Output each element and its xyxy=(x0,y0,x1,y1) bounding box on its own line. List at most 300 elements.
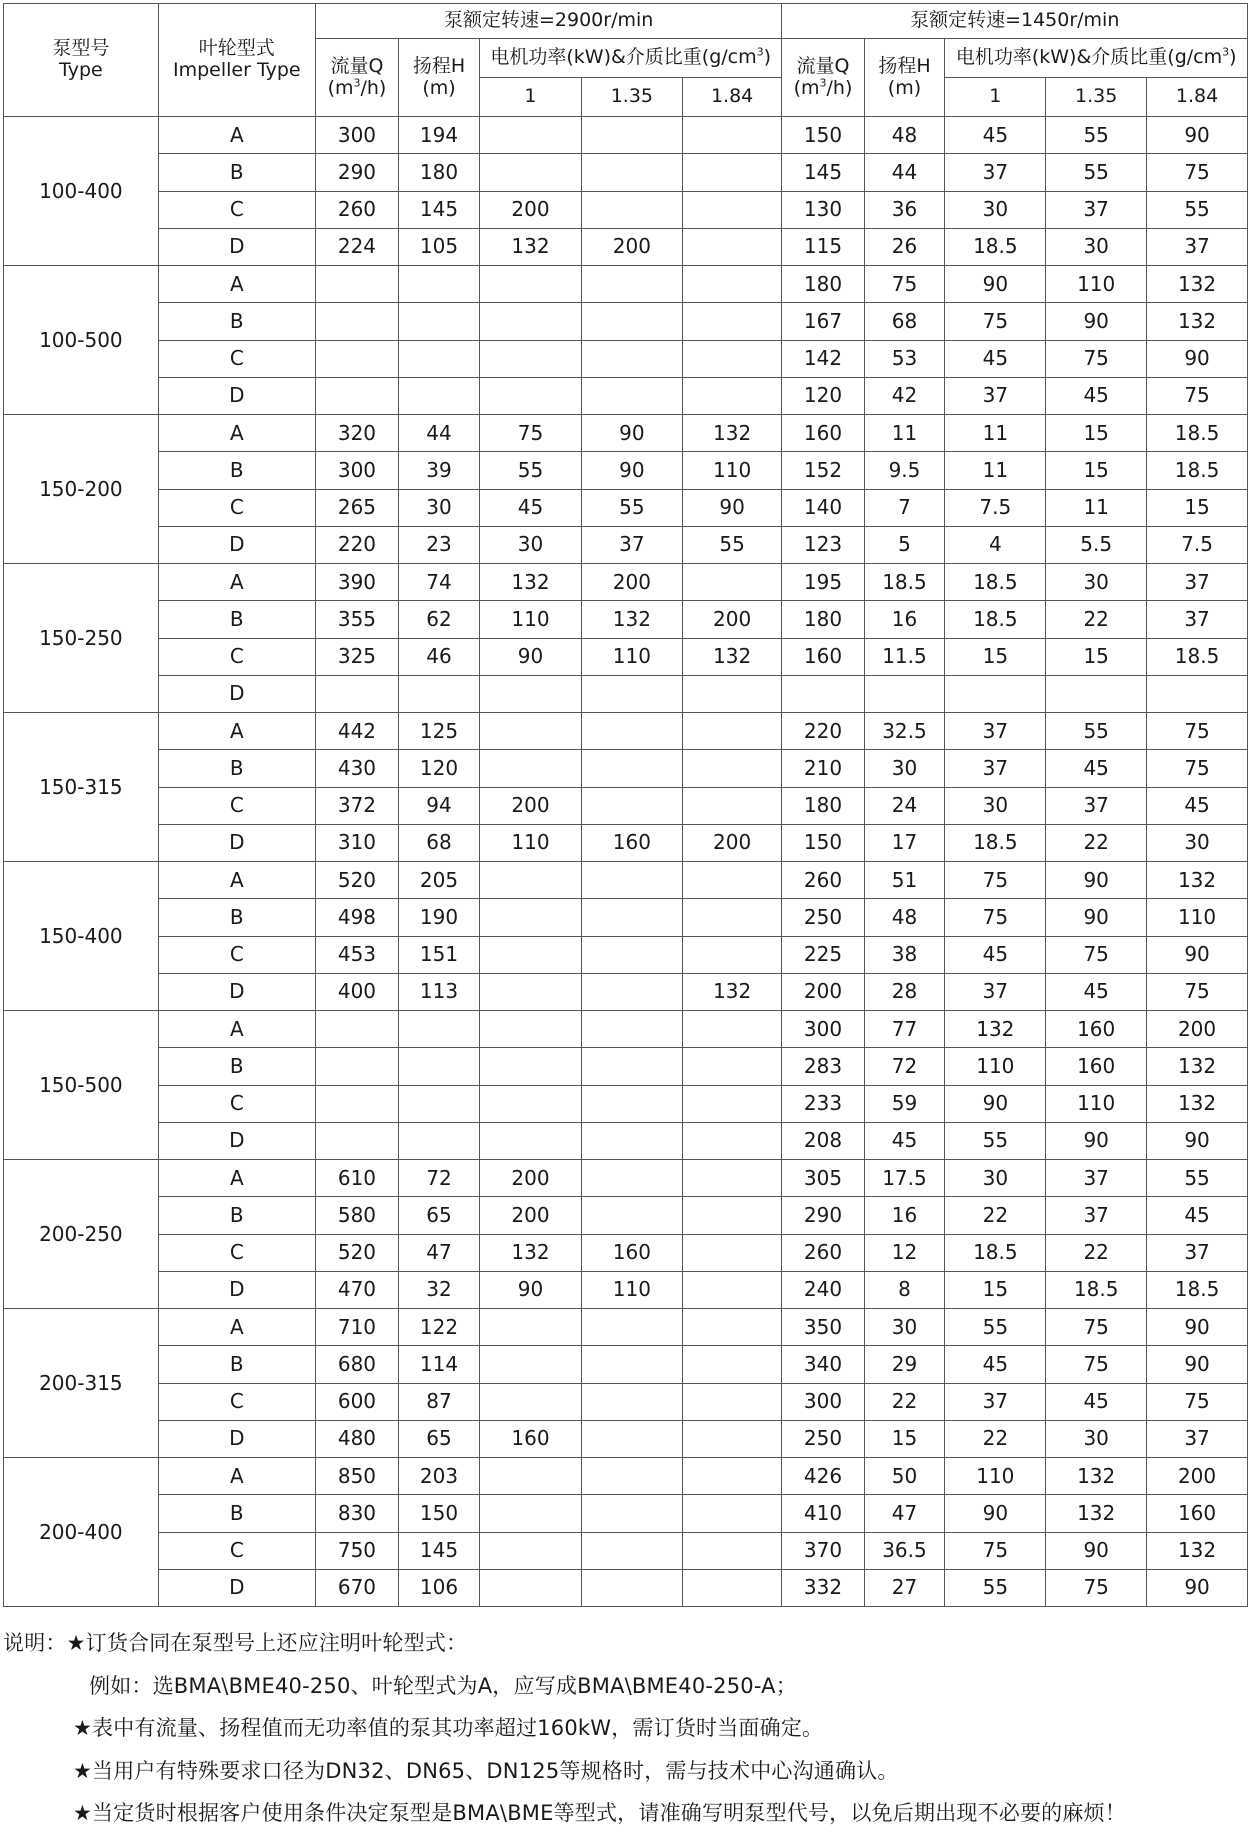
head-2900-cell: 114 xyxy=(399,1346,480,1383)
sg-header: 1.35 xyxy=(581,78,682,117)
table-row xyxy=(4,377,1248,414)
flow-2900-cell: 224 xyxy=(315,228,398,265)
power-1450-cell: 75 xyxy=(945,899,1046,936)
power-1450-cell: 132 xyxy=(1147,1532,1248,1569)
power-1450-cell: 18.5 xyxy=(945,1234,1046,1271)
impeller-cell: D xyxy=(158,228,315,265)
head-2900-cell xyxy=(399,1085,480,1122)
power-2900-cell: 132 xyxy=(479,228,581,265)
power-1450-cell: 37 xyxy=(945,1383,1046,1420)
head-1450-cell: 36.5 xyxy=(864,1532,945,1569)
power-2900-cell xyxy=(479,154,581,191)
power-1450-cell: 90 xyxy=(1147,340,1248,377)
head-1450-cell: 68 xyxy=(864,303,945,340)
power-2900-cell xyxy=(682,340,782,377)
flow-1450-cell xyxy=(782,675,864,712)
power-1450-cell: 15 xyxy=(1046,638,1147,675)
power-2900-cell xyxy=(682,713,782,750)
table-row xyxy=(4,1160,1248,1197)
table-row xyxy=(4,899,1248,936)
power-1450-cell: 132 xyxy=(1147,862,1248,899)
head-2900-cell: 87 xyxy=(399,1383,480,1420)
power-2900-cell: 132 xyxy=(682,973,782,1010)
sg-header: 1.84 xyxy=(682,78,782,117)
power-2900-cell: 132 xyxy=(581,601,682,638)
table-row xyxy=(4,526,1248,563)
flow-2900-cell: 320 xyxy=(315,415,398,452)
power-2900-cell xyxy=(479,899,581,936)
power-2900-cell: 132 xyxy=(682,415,782,452)
table-header xyxy=(4,4,1248,117)
flow-2900-cell: 580 xyxy=(315,1197,398,1234)
power-2900-cell: 30 xyxy=(479,526,581,563)
head-2900-cell: 44 xyxy=(399,415,480,452)
impeller-cell: A xyxy=(158,564,315,601)
table-row xyxy=(4,1346,1248,1383)
power-2900-cell xyxy=(479,675,581,712)
note-line: ★表中有流量、扬程值而无功率值的泵其功率超过160kW，需订货时当面确定。 xyxy=(73,1716,824,1740)
power-2900-cell xyxy=(581,154,682,191)
power-2900-cell: 200 xyxy=(581,228,682,265)
table-row xyxy=(4,564,1248,601)
power-2900-cell xyxy=(581,1122,682,1159)
head-1450-cell: 59 xyxy=(864,1085,945,1122)
power-1450-cell: 18.5 xyxy=(1147,638,1248,675)
power-2900-cell xyxy=(581,1495,682,1532)
impeller-header xyxy=(158,4,315,117)
power-2900-cell: 200 xyxy=(479,191,581,228)
power-2900-cell xyxy=(581,1011,682,1048)
head-2900-cell xyxy=(399,303,480,340)
impeller-cell: A xyxy=(158,1160,315,1197)
head-1450-cell: 15 xyxy=(864,1420,945,1457)
flow-1450-cell: 300 xyxy=(782,1011,864,1048)
power-2900-cell xyxy=(581,1383,682,1420)
power-1450-cell: 90 xyxy=(1046,1122,1147,1159)
flow-header-label: 流量Q xyxy=(796,54,850,77)
power-1450-cell: 7.5 xyxy=(945,489,1046,526)
power-2900-cell xyxy=(682,1532,782,1569)
power-2900-cell xyxy=(581,340,682,377)
power-1450-cell: 11 xyxy=(945,415,1046,452)
sg-header: 1 xyxy=(479,78,581,117)
power-1450-cell: 45 xyxy=(945,340,1046,377)
power-2900-cell xyxy=(581,303,682,340)
power-1450-cell: 22 xyxy=(945,1197,1046,1234)
impeller-cell: C xyxy=(158,1532,315,1569)
power-2900-cell xyxy=(479,936,581,973)
power-2900-cell xyxy=(479,340,581,377)
power-1450-cell: 75 xyxy=(1046,936,1147,973)
head-2900-cell xyxy=(399,377,480,414)
head-2900-cell xyxy=(399,1122,480,1159)
impeller-cell: D xyxy=(158,973,315,1010)
power-1450-cell: 4 xyxy=(945,526,1046,563)
head-1450-cell: 11 xyxy=(864,415,945,452)
power-1450-cell: 5.5 xyxy=(1046,526,1147,563)
impeller-cell: C xyxy=(158,191,315,228)
power-1450-cell: 22 xyxy=(1046,824,1147,861)
power-1450-cell: 132 xyxy=(1147,1085,1248,1122)
power-2900-cell xyxy=(682,1383,782,1420)
power-1450-cell: 55 xyxy=(1046,154,1147,191)
table-row xyxy=(4,601,1248,638)
flow-2900-cell: 670 xyxy=(315,1569,398,1606)
power-1450-cell: 30 xyxy=(1046,564,1147,601)
impeller-cell: D xyxy=(158,675,315,712)
power-2900-cell xyxy=(682,899,782,936)
impeller-cell: C xyxy=(158,1234,315,1271)
power-2900-cell xyxy=(682,1234,782,1271)
power-2900-cell xyxy=(479,1346,581,1383)
head-1450-cell: 7 xyxy=(864,489,945,526)
flow-2900-cell: 600 xyxy=(315,1383,398,1420)
power-2900-cell xyxy=(581,787,682,824)
power-1450-cell: 75 xyxy=(945,1532,1046,1569)
power-1450-cell: 45 xyxy=(945,936,1046,973)
power-1450-cell: 132 xyxy=(1147,303,1248,340)
head-1450-cell: 32.5 xyxy=(864,713,945,750)
table-row xyxy=(4,1383,1248,1420)
flow-1450-cell: 233 xyxy=(782,1085,864,1122)
pump-type-cell: 100-500 xyxy=(4,266,159,415)
head-unit-label: (m) xyxy=(422,76,456,99)
flow-1450-cell: 240 xyxy=(782,1271,864,1308)
power-2900-cell xyxy=(682,1420,782,1457)
flow-1450-cell: 195 xyxy=(782,564,864,601)
power-1450-cell: 15 xyxy=(945,638,1046,675)
note-line: ★当定货时根据客户使用条件决定泵型是BMA\BME等型式，请准确写明泵型代号，以免后期出现不必要的麻烦！ xyxy=(73,1801,1126,1825)
head-1450-cell: 27 xyxy=(864,1569,945,1606)
flow-1450-cell: 283 xyxy=(782,1048,864,1085)
power-1450-cell: 18.5 xyxy=(945,228,1046,265)
head-2900-cell: 190 xyxy=(399,899,480,936)
flow-1450-cell: 130 xyxy=(782,191,864,228)
power-1450-cell: 15 xyxy=(1046,452,1147,489)
power-1450-cell: 15 xyxy=(945,1271,1046,1308)
power-2900-cell xyxy=(479,1532,581,1569)
head-1450-cell: 72 xyxy=(864,1048,945,1085)
flow-1450-cell: 300 xyxy=(782,1383,864,1420)
power-1450-cell: 37 xyxy=(945,750,1046,787)
pump-type-cell: 150-250 xyxy=(4,564,159,713)
power-1450-cell: 132 xyxy=(1046,1458,1147,1495)
power-1450-cell: 75 xyxy=(1046,340,1147,377)
power-2900-cell xyxy=(581,191,682,228)
table-row xyxy=(4,1420,1248,1457)
power-2900-cell xyxy=(682,675,782,712)
head-1450-cell: 45 xyxy=(864,1122,945,1159)
flow-2900-cell: 498 xyxy=(315,899,398,936)
power-2900-cell xyxy=(581,1160,682,1197)
power-2900-cell xyxy=(581,377,682,414)
flow-1450-cell: 426 xyxy=(782,1458,864,1495)
table-row xyxy=(4,862,1248,899)
head-1450-cell: 18.5 xyxy=(864,564,945,601)
impeller-cell: B xyxy=(158,452,315,489)
type-header-en: Type xyxy=(59,59,103,81)
flow-unit-label: $(m^3/h)$ xyxy=(327,76,387,99)
power-1450-cell: 45 xyxy=(1046,750,1147,787)
flow-2900-cell: 610 xyxy=(315,1160,398,1197)
power-1450-cell: 75 xyxy=(1147,1383,1248,1420)
head-1450-cell: 22 xyxy=(864,1383,945,1420)
impeller-cell: C xyxy=(158,638,315,675)
power-2900-cell xyxy=(682,228,782,265)
flow-1450-cell: 220 xyxy=(782,713,864,750)
power-1450-cell: 75 xyxy=(1147,154,1248,191)
table-row xyxy=(4,452,1248,489)
flow-2900-cell xyxy=(315,303,398,340)
power-1450-cell: 37 xyxy=(1046,1197,1147,1234)
head-1450-cell: 16 xyxy=(864,601,945,638)
power-2900-cell xyxy=(479,1011,581,1048)
power-1450-cell: 22 xyxy=(945,1420,1046,1457)
power-1450-cell: 55 xyxy=(945,1569,1046,1606)
pump-spec-table xyxy=(3,3,1248,1607)
impeller-cell: B xyxy=(158,1346,315,1383)
head-2900-cell: 180 xyxy=(399,154,480,191)
power-2900-cell xyxy=(479,973,581,1010)
head-1450-cell: 29 xyxy=(864,1346,945,1383)
power-2900-cell xyxy=(682,117,782,154)
head-header-2900 xyxy=(399,39,480,117)
impeller-cell: D xyxy=(158,377,315,414)
flow-2900-cell: 830 xyxy=(315,1495,398,1532)
flow-1450-cell: 332 xyxy=(782,1569,864,1606)
power-2900-cell xyxy=(682,303,782,340)
head-1450-cell: 50 xyxy=(864,1458,945,1495)
head-1450-cell: 47 xyxy=(864,1495,945,1532)
table-row xyxy=(4,1495,1248,1532)
flow-1450-cell: 250 xyxy=(782,1420,864,1457)
power-1450-cell: 90 xyxy=(1147,1346,1248,1383)
power-2900-cell: 132 xyxy=(479,1234,581,1271)
impeller-cell: D xyxy=(158,1420,315,1457)
power-header-1450: 电机功率(kW)&介质比重$(g/cm^3)$ xyxy=(945,39,1248,78)
table-row xyxy=(4,1309,1248,1346)
flow-2900-cell: 480 xyxy=(315,1420,398,1457)
power-2900-cell: 45 xyxy=(479,489,581,526)
flow-1450-cell: 340 xyxy=(782,1346,864,1383)
power-1450-cell: 37 xyxy=(1147,564,1248,601)
power-2900-cell xyxy=(682,1495,782,1532)
flow-1450-cell: 305 xyxy=(782,1160,864,1197)
flow-1450-cell: 142 xyxy=(782,340,864,377)
head-header-1450 xyxy=(864,39,945,117)
impeller-cell: C xyxy=(158,936,315,973)
table-row xyxy=(4,154,1248,191)
head-2900-cell: 65 xyxy=(399,1197,480,1234)
head-2900-cell: 46 xyxy=(399,638,480,675)
flow-1450-cell: 140 xyxy=(782,489,864,526)
power-2900-cell xyxy=(581,266,682,303)
flow-2900-cell: 265 xyxy=(315,489,398,526)
power-1450-cell: 110 xyxy=(1046,266,1147,303)
flow-1450-cell: 152 xyxy=(782,452,864,489)
power-1450-cell: 45 xyxy=(945,1346,1046,1383)
speed-2900-header: 泵额定转速=2900r/min xyxy=(315,4,782,39)
power-1450-cell: 132 xyxy=(1046,1495,1147,1532)
table-row xyxy=(4,936,1248,973)
head-1450-cell: 11.5 xyxy=(864,638,945,675)
power-1450-cell: 45 xyxy=(1147,1197,1248,1234)
head-2900-cell: 32 xyxy=(399,1271,480,1308)
power-1450-cell: 75 xyxy=(1147,713,1248,750)
power-1450-cell: 90 xyxy=(1046,899,1147,936)
pump-type-cell: 150-200 xyxy=(4,415,159,564)
flow-header-2900 xyxy=(315,39,398,117)
flow-2900-cell xyxy=(315,266,398,303)
power-2900-cell xyxy=(581,713,682,750)
power-2900-cell: 37 xyxy=(581,526,682,563)
flow-2900-cell: 400 xyxy=(315,973,398,1010)
impeller-cell: C xyxy=(158,489,315,526)
power-1450-cell: 37 xyxy=(1046,1160,1147,1197)
impeller-cell: C xyxy=(158,340,315,377)
table-row xyxy=(4,1197,1248,1234)
impeller-cell: D xyxy=(158,1122,315,1159)
flow-2900-cell: 290 xyxy=(315,154,398,191)
head-2900-cell: 106 xyxy=(399,1569,480,1606)
power-1450-cell: 132 xyxy=(945,1011,1046,1048)
table-row xyxy=(4,1048,1248,1085)
power-2900-cell xyxy=(581,862,682,899)
head-1450-cell: 36 xyxy=(864,191,945,228)
flow-1450-cell: 160 xyxy=(782,415,864,452)
power-1450-cell xyxy=(1147,675,1248,712)
impeller-cell: B xyxy=(158,1048,315,1085)
power-1450-cell: 160 xyxy=(1046,1011,1147,1048)
head-1450-cell: 5 xyxy=(864,526,945,563)
head-1450-cell: 28 xyxy=(864,973,945,1010)
power-1450-cell: 15 xyxy=(1147,489,1248,526)
flow-2900-cell: 442 xyxy=(315,713,398,750)
head-1450-cell: 9.5 xyxy=(864,452,945,489)
power-2900-cell: 55 xyxy=(581,489,682,526)
table-row xyxy=(4,303,1248,340)
power-2900-cell xyxy=(682,191,782,228)
flow-2900-cell: 710 xyxy=(315,1309,398,1346)
power-1450-cell: 37 xyxy=(1046,191,1147,228)
head-2900-cell: 47 xyxy=(399,1234,480,1271)
power-1450-cell: 22 xyxy=(1046,601,1147,638)
flow-2900-cell: 470 xyxy=(315,1271,398,1308)
flow-2900-cell: 453 xyxy=(315,936,398,973)
flow-1450-cell: 290 xyxy=(782,1197,864,1234)
power-2900-cell xyxy=(682,564,782,601)
power-1450-cell: 45 xyxy=(1046,973,1147,1010)
power-1450-cell: 90 xyxy=(1147,1569,1248,1606)
power-1450-cell: 90 xyxy=(945,1085,1046,1122)
impeller-cell: A xyxy=(158,1309,315,1346)
power-2900-cell xyxy=(581,1085,682,1122)
table-row xyxy=(4,1569,1248,1606)
impeller-cell: B xyxy=(158,1197,315,1234)
head-2900-cell: 120 xyxy=(399,750,480,787)
power-2900-cell xyxy=(682,1271,782,1308)
power-2900-cell xyxy=(479,1122,581,1159)
power-2900-cell xyxy=(581,675,682,712)
head-2900-cell: 194 xyxy=(399,117,480,154)
power-1450-cell: 110 xyxy=(1046,1085,1147,1122)
power-1450-cell: 110 xyxy=(945,1458,1046,1495)
power-2900-cell xyxy=(682,936,782,973)
table-row xyxy=(4,1122,1248,1159)
head-1450-cell: 42 xyxy=(864,377,945,414)
power-2900-cell: 200 xyxy=(682,824,782,861)
flow-2900-cell: 260 xyxy=(315,191,398,228)
power-2900-cell xyxy=(682,1197,782,1234)
power-1450-cell: 37 xyxy=(1147,1420,1248,1457)
power-2900-cell: 75 xyxy=(479,415,581,452)
power-2900-cell: 200 xyxy=(479,787,581,824)
power-1450-cell: 45 xyxy=(1046,1383,1147,1420)
power-2900-cell: 90 xyxy=(479,638,581,675)
flow-1450-cell: 167 xyxy=(782,303,864,340)
impeller-cell: B xyxy=(158,601,315,638)
head-2900-cell: 105 xyxy=(399,228,480,265)
table-row xyxy=(4,340,1248,377)
power-1450-cell: 30 xyxy=(1046,1420,1147,1457)
head-2900-cell: 113 xyxy=(399,973,480,1010)
flow-1450-cell: 260 xyxy=(782,1234,864,1271)
impeller-cell: A xyxy=(158,1011,315,1048)
power-1450-cell: 30 xyxy=(945,1160,1046,1197)
power-2900-cell xyxy=(581,1532,682,1569)
power-2900-cell: 132 xyxy=(682,638,782,675)
flow-1450-cell: 115 xyxy=(782,228,864,265)
flow-2900-cell: 520 xyxy=(315,862,398,899)
head-1450-cell: 77 xyxy=(864,1011,945,1048)
sg-header: 1.84 xyxy=(1147,78,1248,117)
table-row xyxy=(4,1271,1248,1308)
head-1450-cell: 38 xyxy=(864,936,945,973)
power-2900-cell: 110 xyxy=(581,638,682,675)
power-2900-cell xyxy=(581,1309,682,1346)
power-2900-cell xyxy=(581,750,682,787)
impeller-cell: B xyxy=(158,1495,315,1532)
power-1450-cell: 90 xyxy=(1046,303,1147,340)
power-1450-cell: 18.5 xyxy=(1147,1271,1248,1308)
head-2900-cell: 68 xyxy=(399,824,480,861)
power-2900-cell: 90 xyxy=(479,1271,581,1308)
impeller-cell: D xyxy=(158,1569,315,1606)
flow-2900-cell: 430 xyxy=(315,750,398,787)
power-1450-cell: 132 xyxy=(1147,1048,1248,1085)
table-row xyxy=(4,489,1248,526)
table-row xyxy=(4,228,1248,265)
power-2900-cell xyxy=(479,1458,581,1495)
power-1450-cell: 90 xyxy=(1046,862,1147,899)
head-2900-cell: 39 xyxy=(399,452,480,489)
power-2900-cell: 160 xyxy=(581,1234,682,1271)
power-2900-cell xyxy=(682,1085,782,1122)
flow-1450-cell: 208 xyxy=(782,1122,864,1159)
head-2900-cell xyxy=(399,266,480,303)
table-row xyxy=(4,1234,1248,1271)
power-2900-cell xyxy=(682,1309,782,1346)
flow-2900-cell xyxy=(315,340,398,377)
head-2900-cell: 65 xyxy=(399,1420,480,1457)
power-2900-cell xyxy=(581,899,682,936)
head-2900-cell xyxy=(399,675,480,712)
impeller-header-cn: 叶轮型式 xyxy=(198,37,275,60)
flow-2900-cell xyxy=(315,1122,398,1159)
power-2900-cell xyxy=(682,1458,782,1495)
pump-type-cell: 150-315 xyxy=(4,713,159,862)
flow-2900-cell: 300 xyxy=(315,117,398,154)
